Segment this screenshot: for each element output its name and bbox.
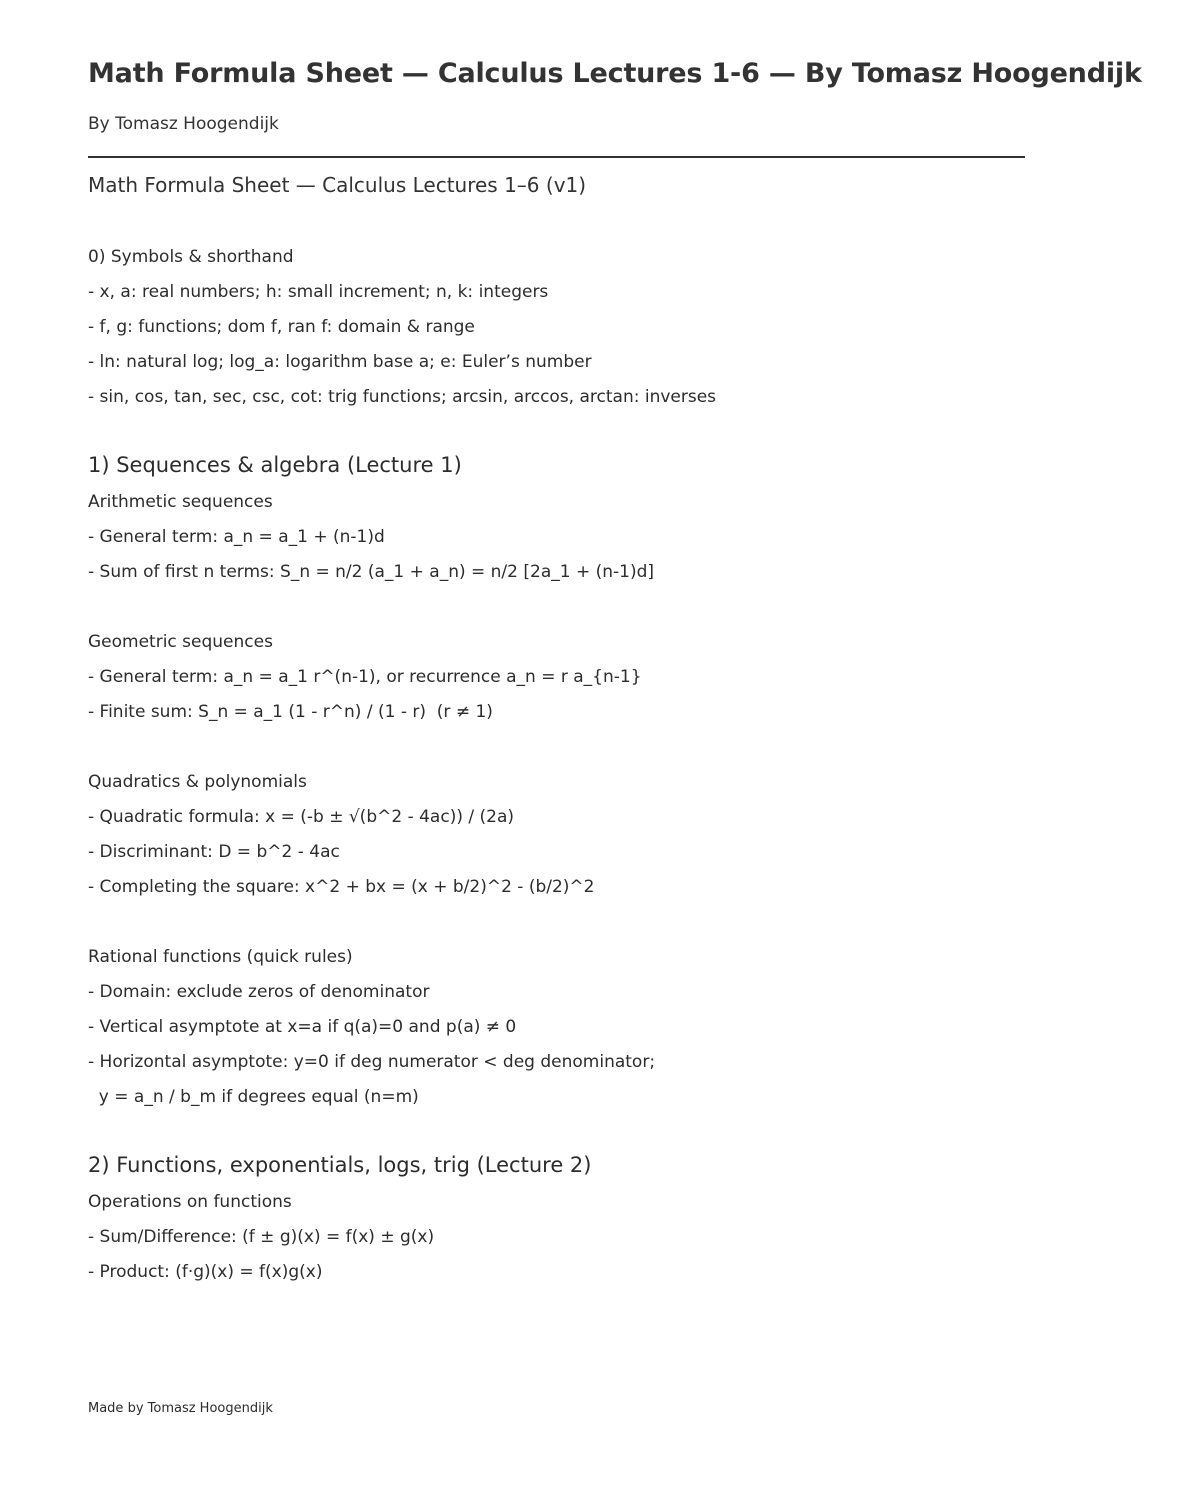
author-byline: By Tomasz Hoogendijk: [88, 114, 279, 134]
arithmetic-heading: Arithmetic sequences: [88, 492, 273, 512]
section-0-line: - ln: natural log; log_a: logarithm base a; e: Euler’s number: [88, 352, 592, 372]
operations-heading: Operations on functions: [88, 1192, 292, 1212]
section-0-line: - f, g: functions; dom f, ran f: domain & range: [88, 317, 475, 337]
quadratics-line: - Quadratic formula: x = (-b ± √(b^2 - 4ac)) / (2a): [88, 807, 514, 827]
section-0-line: - sin, cos, tan, sec, csc, cot: trig functions; arcsin, arccos, arctan: inverses: [88, 387, 717, 407]
rational-line: - Domain: exclude zeros of denominator: [88, 982, 430, 1002]
operations-line: - Sum/Difference: (f ± g)(x) = f(x) ± g(x): [88, 1227, 435, 1247]
geometric-line: - General term: a_n = a_1 r^(n-1), or recurrence a_n = r a_{n-1}: [88, 667, 642, 687]
page-footer: Made by Tomasz Hoogendijk: [88, 1401, 273, 1416]
operations-line: - Product: (f·g)(x) = f(x)g(x): [88, 1262, 323, 1282]
quadratics-line: - Completing the square: x^2 + bx = (x + b/2)^2 - (b/2)^2: [88, 877, 595, 897]
document-title: Math Formula Sheet — Calculus Lectures 1-6 — By Tomasz Hoogendijk: [88, 58, 1142, 89]
quadratics-heading: Quadratics & polynomials: [88, 772, 307, 792]
quadratics-line: - Discriminant: D = b^2 - 4ac: [88, 842, 340, 862]
rational-line: - Vertical asymptote at x=a if q(a)=0 and p(a) ≠ 0: [88, 1017, 517, 1037]
rational-line: y = a_n / b_m if degrees equal (n=m): [88, 1087, 419, 1107]
section-1-heading: 1) Sequences & algebra (Lecture 1): [88, 453, 462, 477]
geometric-line: - Finite sum: S_n = a_1 (1 - r^n) / (1 - r) (r ≠ 1): [88, 702, 493, 722]
header-divider: [88, 156, 1025, 158]
geometric-heading: Geometric sequences: [88, 632, 273, 652]
arithmetic-line: - Sum of first n terms: S_n = n/2 (a_1 + a_n) = n/2 [2a_1 + (n-1)d]: [88, 562, 655, 582]
document-subtitle: Math Formula Sheet — Calculus Lectures 1–6 (v1): [88, 173, 587, 197]
section-2-heading: 2) Functions, exponentials, logs, trig (Lecture 2): [88, 1153, 592, 1177]
section-0-line: - x, a: real numbers; h: small increment; n, k: integers: [88, 282, 549, 302]
rational-line: - Horizontal asymptote: y=0 if deg numerator < deg denominator;: [88, 1052, 656, 1072]
rational-heading: Rational functions (quick rules): [88, 947, 353, 967]
arithmetic-line: - General term: a_n = a_1 + (n-1)d: [88, 527, 385, 547]
section-0-heading: 0) Symbols & shorthand: [88, 247, 294, 267]
